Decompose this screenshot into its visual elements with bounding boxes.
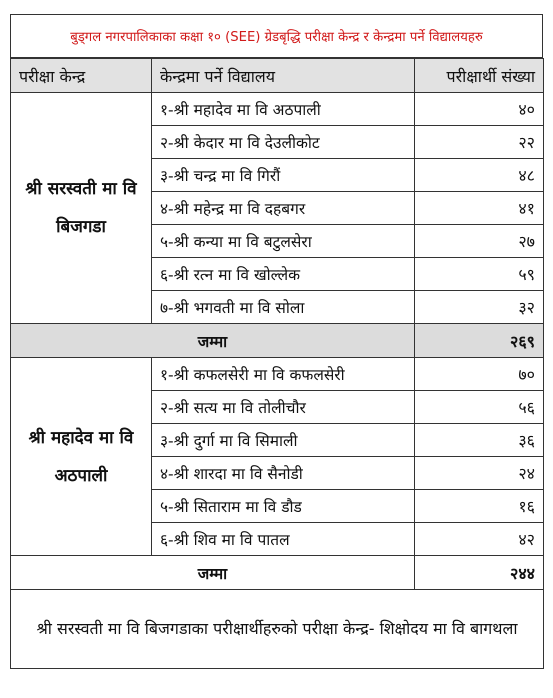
exam-center-name: श्री सरस्वती मा वि बिजगडा [11, 93, 152, 324]
total-row [11, 324, 544, 358]
header-school: केन्द्रमा पर्ने विद्यालय [152, 59, 415, 93]
student-count: ४१ [415, 192, 544, 225]
student-count: २२ [415, 126, 544, 159]
footer-note: श्री सरस्वती मा वि बिजगडाका परीक्षार्थीहरुको परीक्षा केन्द्र- शिक्षोदय मा वि बागथला [11, 590, 544, 669]
total-count: २४४ [415, 556, 544, 590]
total-label: जम्मा [11, 324, 415, 358]
header-student-count: परीक्षार्थी संख्या [415, 59, 544, 93]
school-name: ७-श्री भगवती मा वि सोला [152, 291, 415, 324]
total-label: जम्मा [11, 556, 415, 590]
document-sheet [10, 14, 543, 684]
school-name: ६-श्री शिव मा वि पातल [152, 523, 415, 556]
header-row [11, 59, 544, 93]
school-name: ३-श्री चन्द्र मा वि गिरौं [152, 159, 415, 192]
document-title: बुड्गल नगरपालिकाका कक्षा १० (SEE) ग्रेडबृद्धि परीक्षा केन्द्र र केन्द्रमा पर्ने विद्यालयहरु [70, 30, 483, 45]
student-count: ७० [415, 358, 544, 391]
school-name: ५-श्री सिताराम मा वि डौड [152, 490, 415, 523]
note-row [11, 590, 544, 669]
exam-center-table [10, 58, 544, 669]
school-name: ४-श्री महेन्द्र मा वि दहबगर [152, 192, 415, 225]
header-exam-center: परीक्षा केन्द्र [11, 59, 152, 93]
total-count: २६९ [415, 324, 544, 358]
student-count: ३६ [415, 424, 544, 457]
student-count: २४ [415, 457, 544, 490]
school-name: ४-श्री शारदा मा वि सैनोडी [152, 457, 415, 490]
school-name: २-श्री केदार मा वि देउलीकोट [152, 126, 415, 159]
school-name: ३-श्री दुर्गा मा वि सिमाली [152, 424, 415, 457]
school-name: ५-श्री कन्या मा वि बटुलसेरा [152, 225, 415, 258]
table-row [11, 93, 544, 126]
student-count: ३२ [415, 291, 544, 324]
student-count: १६ [415, 490, 544, 523]
school-name: ६-श्री रत्न मा वि खोल्लेक [152, 258, 415, 291]
school-name: १-श्री कफलसेरी मा वि कफलसेरी [152, 358, 415, 391]
student-count: ४० [415, 93, 544, 126]
exam-center-name: श्री महादेव मा वि अठपाली [11, 358, 152, 556]
school-name: १-श्री महादेव मा वि अठपाली [152, 93, 415, 126]
table-body [11, 93, 544, 669]
student-count: २७ [415, 225, 544, 258]
school-name: २-श्री सत्य मा वि तोलीचौर [152, 391, 415, 424]
student-count: ५६ [415, 391, 544, 424]
student-count: ४८ [415, 159, 544, 192]
student-count: ५९ [415, 258, 544, 291]
student-count: ४२ [415, 523, 544, 556]
title-row [10, 14, 543, 58]
table-row [11, 358, 544, 391]
total-row [11, 556, 544, 590]
